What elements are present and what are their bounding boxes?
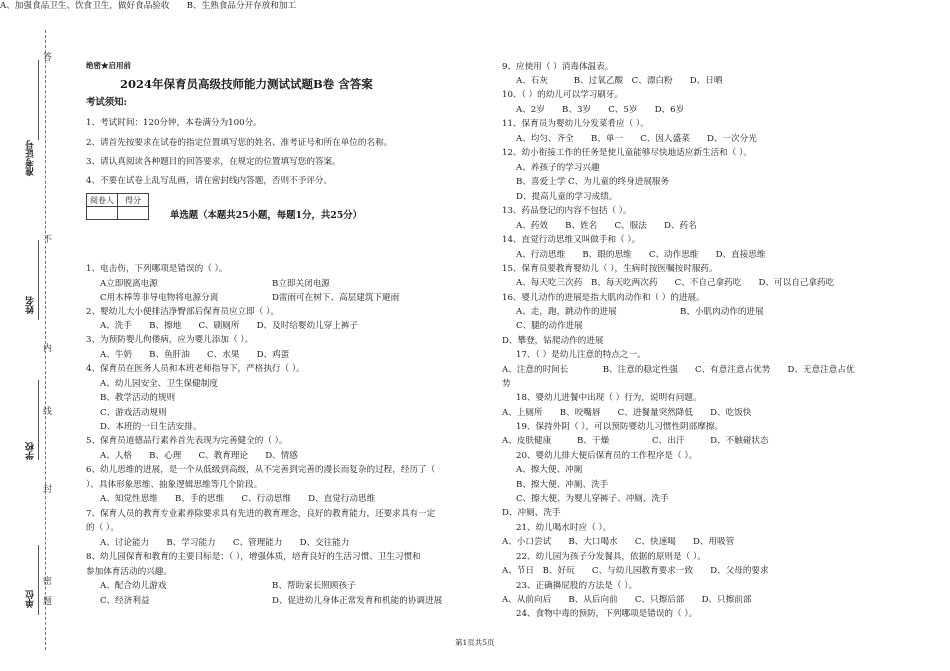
answer-option: A、讨论能力 B、学习能力 C、管理能力 D、交往能力 <box>100 538 350 548</box>
answer-option: D、攀登，钻爬动作的进展 <box>502 336 604 346</box>
answer-option: C、经济利益 <box>100 596 150 606</box>
score-table-reviewer: 阅卷人 <box>87 194 118 207</box>
question-stem: 1、电击伤，下列哪项是错误的（ ）。 <box>86 264 228 274</box>
question-stem: 11、保育员为婴幼儿分发菜肴应（ ）。 <box>502 119 649 129</box>
answer-option: D、提高儿童的学习成绩。 <box>516 192 618 202</box>
answer-option: A、药效 B、姓名 C、服法 D、药名 <box>516 221 697 231</box>
seal-char: 线 <box>41 406 51 415</box>
answer-option: A、知觉性思维 B、手的思维 C、行动思维 D、直觉行动思维 <box>100 494 376 504</box>
field-line <box>38 240 39 320</box>
answer-option: A、行动思维 B、眼的思维 C、动作思维 D、直接思维 <box>516 250 766 260</box>
field-line <box>38 60 39 140</box>
question-stem: 10、（ ）的幼儿可以学习刷牙。 <box>502 90 624 100</box>
seal-line <box>45 30 46 650</box>
field-school: 学校 <box>26 442 36 460</box>
score-table-score: 得分 <box>118 194 149 207</box>
question-stem: 15、保育员要教育婴幼儿（ ），生病时按医嘱按时服药。 <box>502 264 718 274</box>
seal-char: 不 <box>41 234 51 243</box>
score-table-cell <box>87 207 118 220</box>
question-stem: 12、幼小衔接工作的任务是使儿童能够尽快地适应新生活和（ ）。 <box>502 148 752 158</box>
field-unit: 单位 <box>26 590 36 608</box>
answer-option: A、小口尝试 B、大口喝水 C、快速喝 D、用吸管 <box>502 537 735 547</box>
answer-option: C、腿的动作进展 <box>516 321 583 331</box>
answer-option: A、养孩子的学习兴趣 <box>516 163 600 173</box>
notice-item: 2、请首先按要求在试卷的指定位置填写您的姓名、准考证号和所在单位的名称。 <box>86 138 393 148</box>
section-title: 单选题（本题共25小题，每题1分，共25分） <box>170 210 362 221</box>
answer-option: C、擦大便、为婴儿穿裤子、冲厕、洗手 <box>516 494 669 504</box>
question-stem: 7、保育人员的教育专业素养除要求具有先进的教育理念，良好的教育能力，还要求具有一定 <box>86 509 436 519</box>
answer-option: A、洗手 B、擦地 C、刷厕所 D、及时给婴幼儿穿上裤子 <box>100 321 359 331</box>
answer-option: B、擦大便、冲厕、洗手 <box>516 480 609 490</box>
notice-item: 1、考试时间：120分钟，本卷满分为100分。 <box>86 118 262 128</box>
notice-item: 4、不要在试卷上乱写乱画，请在密封线内答题，否则不予评分。 <box>86 176 333 186</box>
question-stem: 21、幼儿喝水时应（ ）。 <box>516 523 612 533</box>
question-stem: 13、药品登记的内容不包括（ ）。 <box>502 206 632 216</box>
answer-option: A、配合幼儿游戏 <box>100 581 167 591</box>
answer-option: 的（ ）。 <box>86 523 119 533</box>
question-stem: 23、正确擤屁股的方法是（ ）。 <box>516 581 638 591</box>
answer-option: D、促进幼儿身体正常发育和机能的协调进展 <box>272 596 443 606</box>
seal-char: 答 <box>41 52 51 61</box>
page-footer: 第1页共5页 <box>455 638 495 647</box>
field-name: 姓名 <box>26 296 36 314</box>
question-stem: 4、保育员在医务人员和本班老师指导下，严格执行（ ）。 <box>86 364 305 374</box>
question-stem: 20、婴幼儿排大便后保育员的工作程序是（ ）。 <box>516 451 698 461</box>
question-stem: 8、幼儿园保育和教育的主要目标是：（ ），增强体质，培育良好的生活习惯、卫生习惯和 <box>86 552 421 562</box>
answer-option: ）、具体形象思维、抽象逻辑思维等几个阶段。 <box>86 480 263 490</box>
question-stem: 22、幼儿园为孩子分发餐具，依据的原则是（ ）。 <box>516 552 706 562</box>
answer-option: A、节日 B、好玩 C、与幼儿园教育要求一致 D、父母的要求 <box>502 566 769 576</box>
seal-char: 内 <box>41 343 51 352</box>
answer-option: B、小肌肉动作的进展 <box>680 307 764 317</box>
question-stem: 24、食物中毒的预防，下列哪项是错误的（ ）。 <box>516 609 698 619</box>
answer-option: B、教学活动的规则 <box>100 393 176 403</box>
answer-option: A、擦大便、冲厕 <box>516 465 583 475</box>
answer-option: A、走，跑，跳动作的进展 <box>516 307 617 317</box>
answer-option: A、幼儿园安全、卫生保健制度 <box>100 379 218 389</box>
answer-option: 势 <box>502 379 511 389</box>
answer-option: C、游戏活动规则 <box>100 408 167 418</box>
seal-char: 密 <box>41 576 51 585</box>
answer-option: D、冲厕、洗手 <box>502 508 561 518</box>
answer-option: A、加强食品卫生、饮食卫生，做好食品验收 B、生熟食品分开存放和加工 <box>0 1 297 11</box>
question-stem: 19、保持外阴（ ），可以预防婴幼儿习惯性阴部摩擦。 <box>516 422 724 432</box>
field-line <box>38 545 39 615</box>
notice-heading: 考试须知: <box>86 97 127 108</box>
question-stem: 14、直觉行动思维又叫做手和（ ）。 <box>502 235 641 245</box>
seal-char: 封 <box>41 484 51 493</box>
answer-option: B立即关闭电源 <box>272 279 330 289</box>
page-title: 2024年保育员高级技师能力测试试题B卷 含答案 <box>120 77 373 91</box>
answer-option: D、本班的一日生活安排。 <box>100 422 202 432</box>
question-stem: 3、为预防婴儿佝偻病，应为婴儿添加（ ）。 <box>86 335 254 345</box>
answer-option: A、皮肤健康 B、干燥 C、出汗 D、不触碰状态 <box>502 436 769 446</box>
answer-option: D雷雨可在树下、高层建筑下避雨 <box>272 293 400 303</box>
answer-option: A、注意的时间长 B、注意的稳定性强 C、有意注意占优势 D、无意注意占优 <box>502 365 855 375</box>
answer-option: A、人格 B、心理 C、教育理论 D、情感 <box>100 451 298 461</box>
answer-option: A、均匀、齐全 B、单一 C、因人盛菜 D、一次分光 <box>516 134 757 144</box>
field-line <box>38 380 39 460</box>
answer-option: B、帮助家长照顾孩子 <box>272 581 356 591</box>
seal-char: 题 <box>41 596 51 605</box>
field-exam-number: 准考证号 <box>26 140 36 176</box>
answer-option: A、每天吃三次药 B、每天吃两次药 C、不自己拿药吃 D、可以自己拿药吃 <box>516 278 835 288</box>
question-stem: 18、婴幼儿进餐中出现（ ）行为，说明有问题。 <box>516 393 702 403</box>
question-stem: 16、婴儿动作的进展是指大肌肉动作和（ ）的进展。 <box>502 293 705 303</box>
score-table <box>86 193 149 220</box>
answer-option: 参加体育活动的兴趣。 <box>86 567 172 577</box>
answer-option: A、2岁 B、3岁 C、5岁 D、6岁 <box>516 105 685 115</box>
answer-option: B、喜爱上学 C、为儿童的终身进展服务 <box>516 177 670 187</box>
question-stem: 17、（ ）是幼儿注意的特点之一。 <box>516 350 646 360</box>
question-stem: 9、应使用（ ）消毒体温表。 <box>502 62 614 72</box>
answer-option: A、从前向后 B、从后向前 C、只擦后部 D、只擦前部 <box>502 595 752 605</box>
answer-option: A立即脱离电源 <box>100 279 158 289</box>
question-stem: 2、婴幼儿大小便排洁净臀部后保育员应立即（ ）。 <box>86 307 279 317</box>
score-table-cell <box>118 207 149 220</box>
answer-option: C用木棒等非导电物将电源分离 <box>100 293 219 303</box>
notice-item: 3、请认真阅读各种题目的回答要求，在规定的位置填写您的答案。 <box>86 157 341 167</box>
question-stem: 5、保育员道德品行素养首先表现为完善健全的（ ）。 <box>86 436 288 446</box>
question-stem: 6、幼儿思维的进展，是一个从低级到高级，从不完善到完善的漫长而复杂的过程，经历了（ <box>86 465 436 475</box>
answer-option: A、石灰 B、过氧乙酸 C、漂白粉 D、日晒 <box>516 76 723 86</box>
secret-mark: 绝密★启用前 <box>86 61 131 70</box>
answer-option: A、上厕所 B、咬嘴唇 C、进餐量突然降低 D、吃饭快 <box>502 408 752 418</box>
answer-option: A、牛奶 B、鱼肝油 C、水果 D、鸡蛋 <box>100 350 290 360</box>
